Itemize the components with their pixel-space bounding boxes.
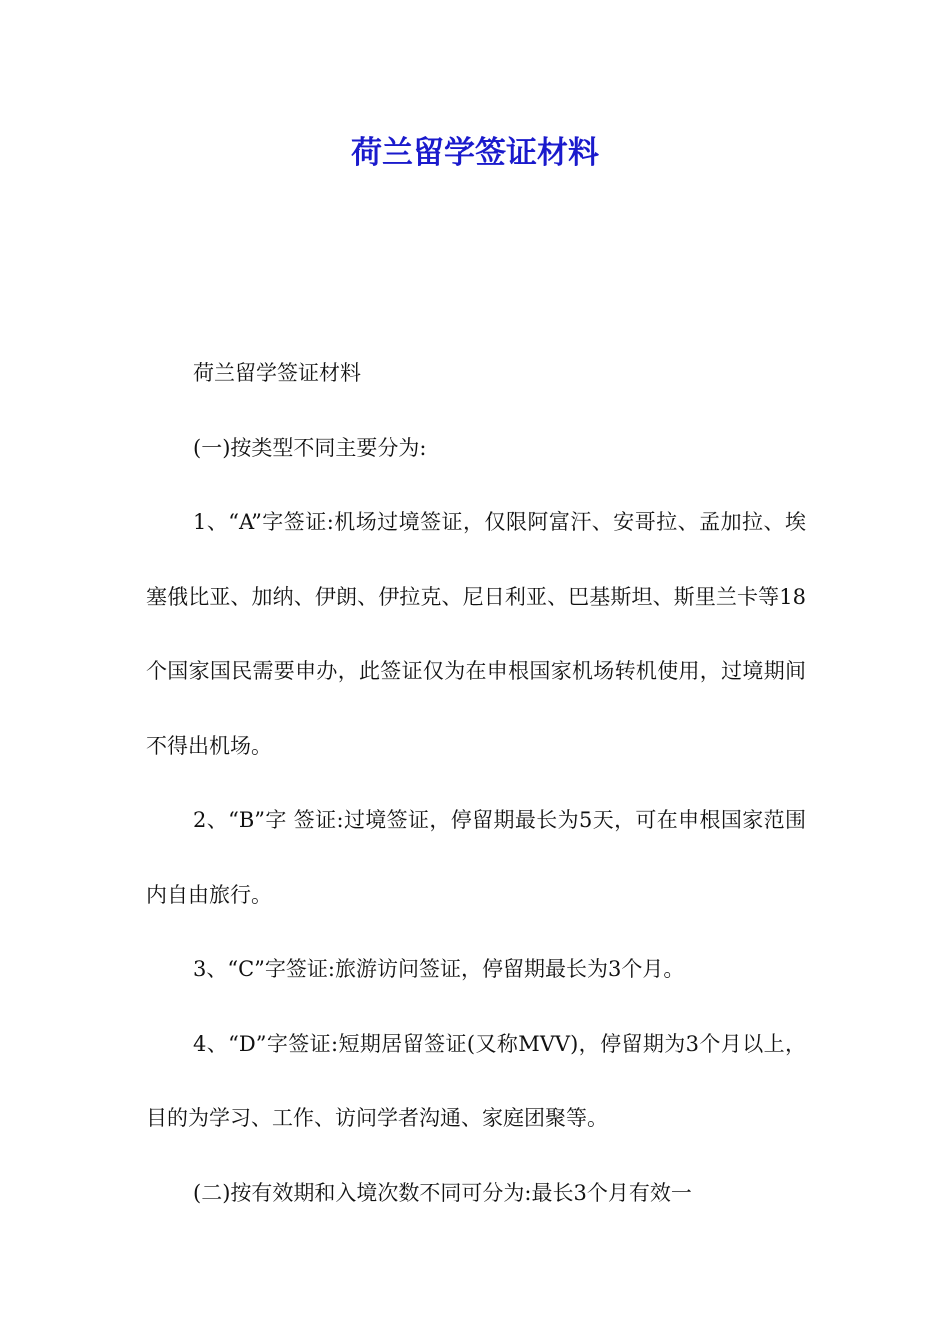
document-title: 荷兰留学签证材料 (351, 135, 599, 171)
paragraph-visa-d: 4、“D”字签证:短期居留签证(又称MVV)，停留期为3个月以上，目的为学习、工作、访问学者沟通、家庭团聚等。 (146, 1031, 806, 1130)
paragraph-section-one: (一)按类型不同主要分为: (193, 435, 427, 460)
paragraph-heading: 荷兰留学签证材料 (193, 361, 361, 385)
paragraph-visa-b: 2、“B”字 签证:过境签证，停留期最长为5天，可在申根国家范围内自由旅行。 (146, 808, 806, 907)
document-body (146, 336, 806, 1230)
paragraph-section-two: (二)按有效期和入境次数不同可分为:最长3个月有效一 (193, 1180, 692, 1205)
paragraph-visa-c: 3、“C”字签证:旅游访问签证，停留期最长为3个月。 (193, 957, 685, 981)
paragraph-visa-a: 1、“A”字签证:机场过境签证，仅限阿富汗、安哥拉、孟加拉、埃塞俄比亚、加纳、伊朗、伊拉克、尼日利亚、巴基斯坦、斯里兰卡等18个国家国民需要申办，此签证仅为在申根国家机场转机使用，过境期间不得出机场。 (146, 510, 806, 758)
